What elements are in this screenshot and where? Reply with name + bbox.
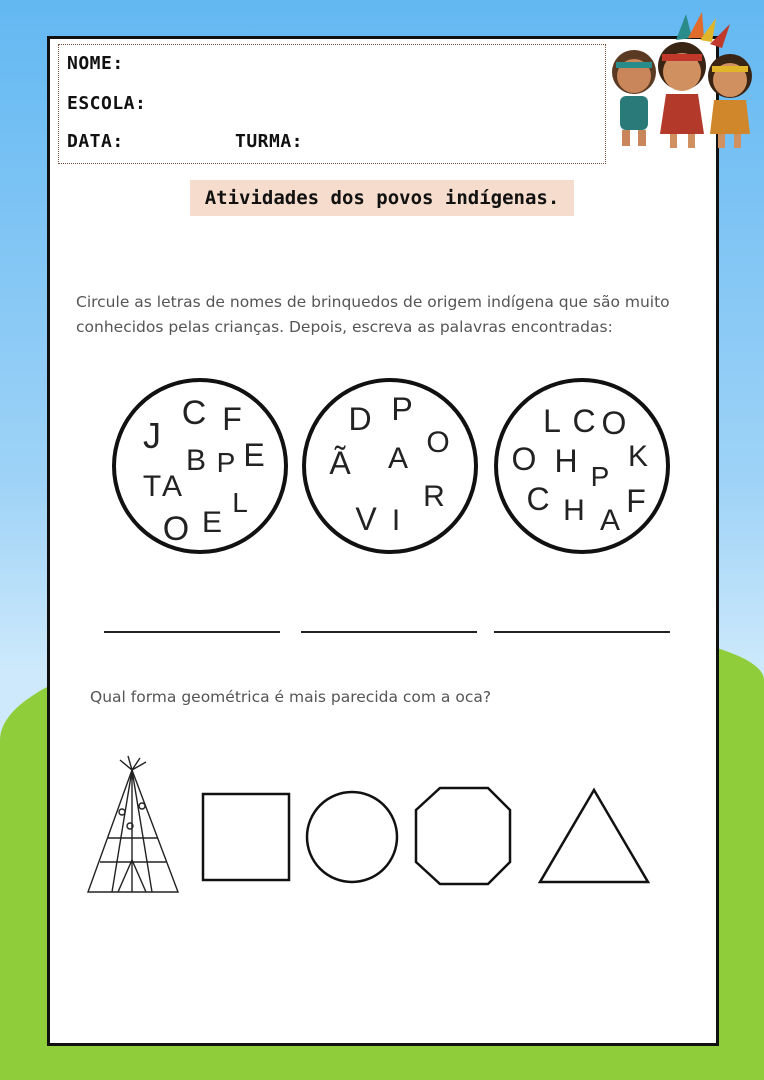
octagon-shape[interactable] (416, 788, 510, 884)
escola-label: ESCOLA: (67, 93, 147, 114)
letter[interactable]: P (216, 447, 236, 478)
letter[interactable]: T (142, 470, 162, 503)
data-label: DATA: (67, 131, 124, 152)
letter[interactable]: J (143, 415, 161, 456)
letter[interactable]: H (554, 443, 578, 479)
square-shape[interactable] (203, 794, 289, 880)
letter[interactable]: F (626, 483, 646, 519)
letter[interactable]: F (222, 401, 242, 437)
turma-label: TURMA: (235, 131, 304, 152)
letter[interactable]: E (201, 506, 223, 539)
letter[interactable]: D (348, 401, 372, 437)
letter[interactable]: L (543, 403, 561, 439)
letter[interactable]: C (181, 394, 207, 432)
question-2-text: Qual forma geométrica é mais parecida com a oca? (90, 688, 492, 706)
letter[interactable]: K (627, 440, 649, 473)
instruction-text: Circule as letras de nomes de brinquedos de origem indígena que são muito conhecidos pelas crianças. Depois, escreva as palavras encontradas: (76, 293, 670, 336)
letter[interactable]: H (563, 494, 585, 527)
letter[interactable]: O (426, 426, 450, 459)
letter[interactable]: I (391, 504, 401, 537)
letter[interactable]: O (511, 441, 537, 477)
letter[interactable]: R (423, 480, 445, 513)
letter[interactable]: A (599, 504, 621, 537)
letter[interactable]: O (601, 405, 627, 441)
page-title: Atividades dos povos indígenas. (190, 180, 574, 216)
letter[interactable]: L (232, 487, 248, 518)
oca-drawing (88, 756, 178, 892)
letter[interactable]: V (355, 501, 377, 537)
letter[interactable]: B (185, 444, 207, 477)
letter[interactable]: A (387, 442, 409, 475)
letter[interactable]: P (590, 461, 610, 492)
nome-label: NOME: (67, 53, 124, 74)
letter[interactable]: P (391, 391, 413, 427)
circle-shape[interactable] (307, 792, 397, 882)
letter[interactable]: A (161, 470, 183, 503)
letter[interactable]: C (572, 403, 596, 439)
letter[interactable]: Ã (329, 445, 351, 481)
letter[interactable]: O (162, 510, 190, 548)
triangle-shape[interactable] (540, 790, 648, 882)
letter[interactable]: E (243, 437, 265, 473)
letter[interactable]: C (526, 481, 550, 517)
